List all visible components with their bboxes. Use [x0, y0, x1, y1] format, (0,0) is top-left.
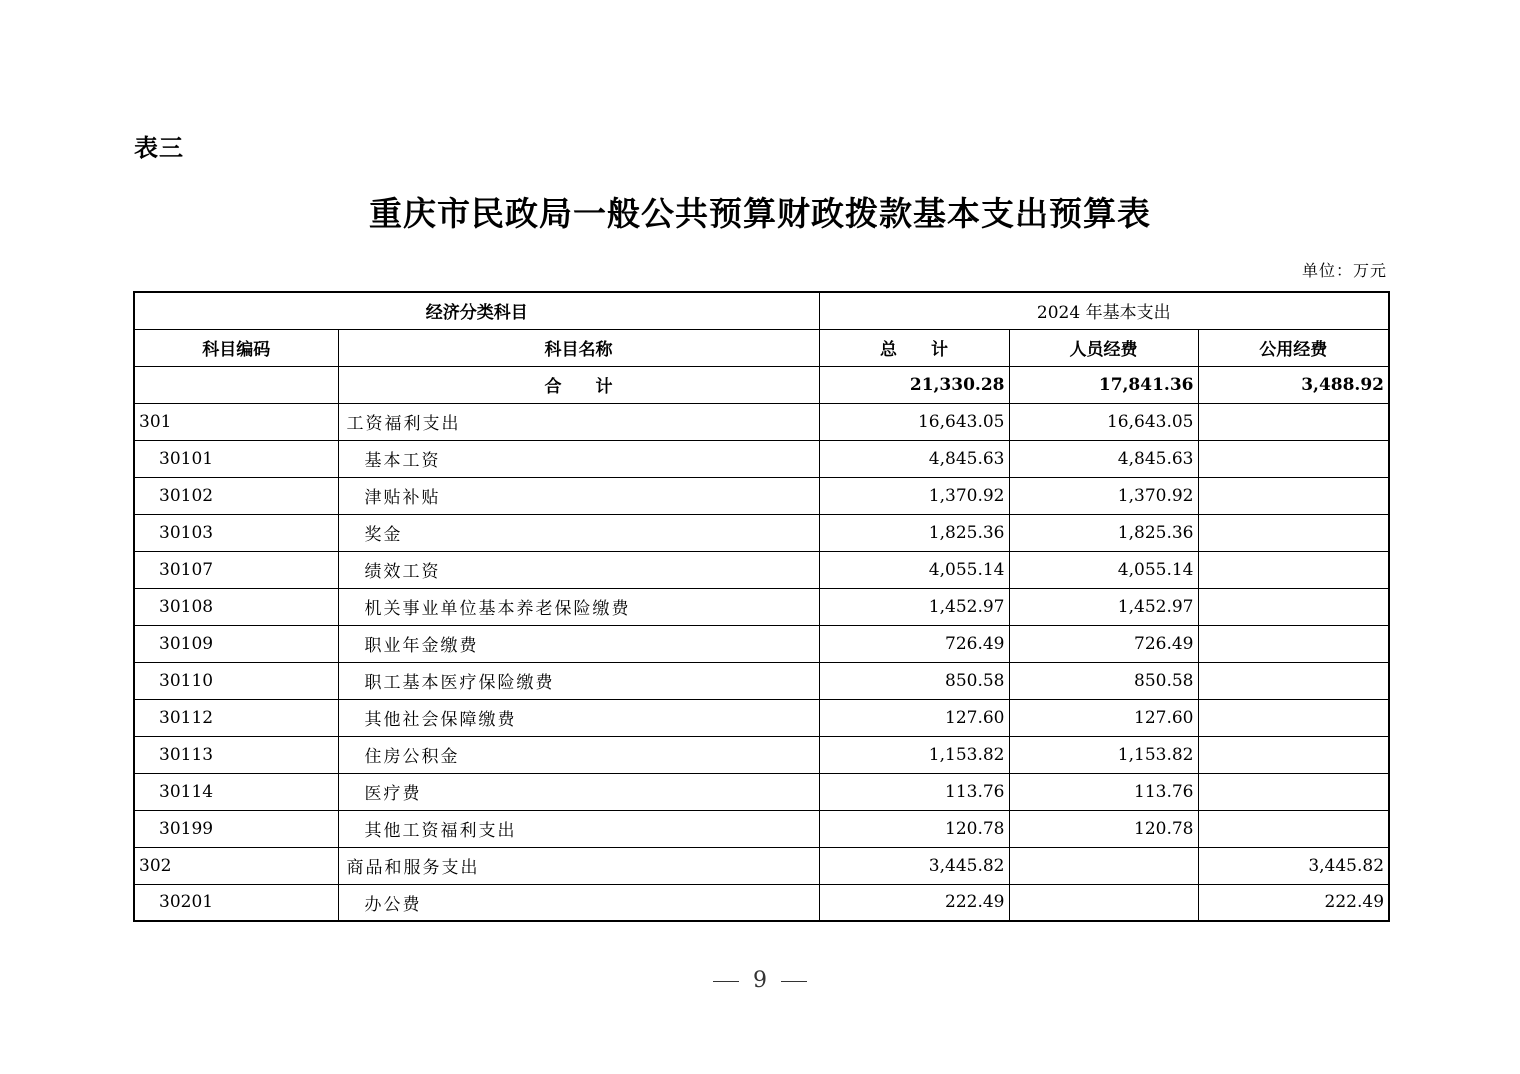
- row-public: [1198, 477, 1389, 514]
- header-basic-expenditure-2024: 2024 年基本支出: [819, 292, 1389, 329]
- header-name: 科目名称: [338, 329, 819, 366]
- row-name: 工资福利支出: [338, 403, 819, 440]
- row-public: [1198, 625, 1389, 662]
- row-public: [1198, 440, 1389, 477]
- header-row-group: [134, 292, 1389, 329]
- row-total: 4,055.14: [819, 551, 1009, 588]
- row-personnel: 1,452.97: [1009, 588, 1198, 625]
- row-name: 商品和服务支出: [338, 847, 819, 884]
- row-personnel: 4,845.63: [1009, 440, 1198, 477]
- budget-table: [133, 291, 1390, 922]
- total-total: 21,330.28: [819, 366, 1009, 403]
- row-code: 30199: [134, 810, 338, 847]
- row-public: 3,445.82: [1198, 847, 1389, 884]
- row-total: 4,845.63: [819, 440, 1009, 477]
- row-name: 住房公积金: [338, 736, 819, 773]
- row-name: 医疗费: [338, 773, 819, 810]
- total-row: [134, 366, 1389, 403]
- row-total: 222.49: [819, 884, 1009, 921]
- header-row-columns: [134, 329, 1389, 366]
- row-personnel: 113.76: [1009, 773, 1198, 810]
- table-row: [134, 847, 1389, 884]
- row-total: 1,153.82: [819, 736, 1009, 773]
- row-total: 1,825.36: [819, 514, 1009, 551]
- table-row: [134, 662, 1389, 699]
- header-public: 公用经费: [1198, 329, 1389, 366]
- row-public: [1198, 662, 1389, 699]
- table-row: [134, 884, 1389, 921]
- row-code: 30108: [134, 588, 338, 625]
- header-personnel: 人员经费: [1009, 329, 1198, 366]
- row-name: 绩效工资: [338, 551, 819, 588]
- table-row: [134, 477, 1389, 514]
- row-name: 其他工资福利支出: [338, 810, 819, 847]
- row-personnel: 726.49: [1009, 625, 1198, 662]
- row-code: 301: [134, 403, 338, 440]
- row-name: 奖金: [338, 514, 819, 551]
- row-personnel: [1009, 847, 1198, 884]
- row-name: 办公费: [338, 884, 819, 921]
- row-total: 16,643.05: [819, 403, 1009, 440]
- row-total: 1,452.97: [819, 588, 1009, 625]
- row-code: 30112: [134, 699, 338, 736]
- row-code: 30110: [134, 662, 338, 699]
- row-personnel: 16,643.05: [1009, 403, 1198, 440]
- row-name: 职工基本医疗保险缴费: [338, 662, 819, 699]
- row-personnel: 4,055.14: [1009, 551, 1198, 588]
- row-total: 726.49: [819, 625, 1009, 662]
- row-code: 30109: [134, 625, 338, 662]
- row-public: [1198, 403, 1389, 440]
- row-total: 127.60: [819, 699, 1009, 736]
- header-economic-classification: 经济分类科目: [134, 292, 819, 329]
- table-row: [134, 699, 1389, 736]
- table-row: [134, 625, 1389, 662]
- row-name: 机关事业单位基本养老保险缴费: [338, 588, 819, 625]
- row-personnel: 850.58: [1009, 662, 1198, 699]
- row-code: 30114: [134, 773, 338, 810]
- total-personnel: 17,841.36: [1009, 366, 1198, 403]
- row-total: 3,445.82: [819, 847, 1009, 884]
- page-dash-right: [781, 981, 807, 982]
- row-public: [1198, 736, 1389, 773]
- unit-label: 单位：万元: [1301, 261, 1387, 280]
- row-code: 30103: [134, 514, 338, 551]
- row-personnel: 1,153.82: [1009, 736, 1198, 773]
- table-row: [134, 440, 1389, 477]
- total-label: 合 计: [338, 366, 819, 403]
- total-code-cell: [134, 366, 338, 403]
- row-total: 120.78: [819, 810, 1009, 847]
- row-code: 30107: [134, 551, 338, 588]
- row-personnel: 127.60: [1009, 699, 1198, 736]
- row-name: 津贴补贴: [338, 477, 819, 514]
- row-public: [1198, 551, 1389, 588]
- row-code: 30201: [134, 884, 338, 921]
- table-row: [134, 514, 1389, 551]
- page-title: 重庆市民政局一般公共预算财政拨款基本支出预算表: [369, 194, 1151, 233]
- row-total: 1,370.92: [819, 477, 1009, 514]
- row-code: 30102: [134, 477, 338, 514]
- page-number: [0, 968, 1520, 993]
- row-code: 302: [134, 847, 338, 884]
- table-row: [134, 551, 1389, 588]
- row-total: 113.76: [819, 773, 1009, 810]
- row-public: [1198, 810, 1389, 847]
- row-personnel: [1009, 884, 1198, 921]
- row-personnel: 1,370.92: [1009, 477, 1198, 514]
- row-public: [1198, 588, 1389, 625]
- page-dash-left: [713, 981, 739, 982]
- page-number-value: 9: [753, 968, 767, 993]
- row-public: [1198, 699, 1389, 736]
- table-row: [134, 810, 1389, 847]
- row-name: 基本工资: [338, 440, 819, 477]
- table-row: [134, 403, 1389, 440]
- row-public: [1198, 773, 1389, 810]
- row-total: 850.58: [819, 662, 1009, 699]
- row-personnel: 120.78: [1009, 810, 1198, 847]
- row-code: 30101: [134, 440, 338, 477]
- header-code: 科目编码: [134, 329, 338, 366]
- row-public: [1198, 514, 1389, 551]
- row-name: 其他社会保障缴费: [338, 699, 819, 736]
- row-name: 职业年金缴费: [338, 625, 819, 662]
- row-code: 30113: [134, 736, 338, 773]
- table-row: [134, 773, 1389, 810]
- row-public: 222.49: [1198, 884, 1389, 921]
- table-row: [134, 736, 1389, 773]
- row-personnel: 1,825.36: [1009, 514, 1198, 551]
- header-total: 总 计: [819, 329, 1009, 366]
- total-public: 3,488.92: [1198, 366, 1389, 403]
- table-label: 表三: [134, 134, 184, 162]
- table-row: [134, 588, 1389, 625]
